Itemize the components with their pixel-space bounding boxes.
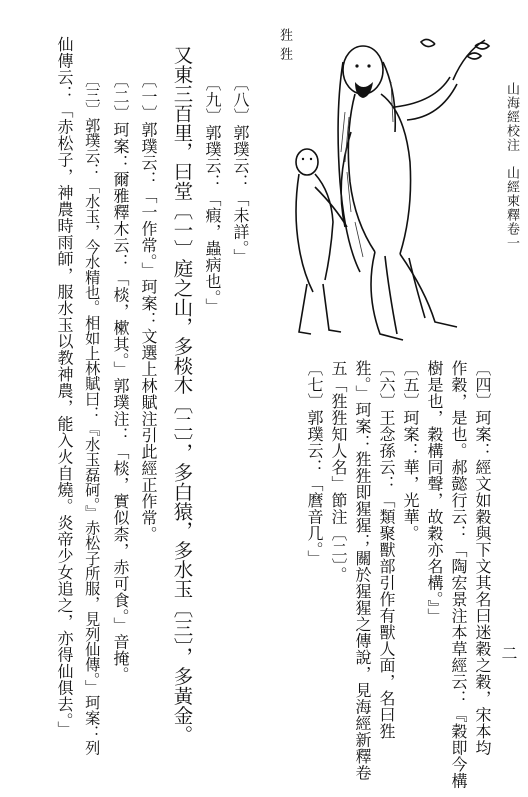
upper-note-1: 〔四〕珂案：經文如穀與下文其名曰迷穀之穀，宋本均	[473, 360, 492, 756]
upper-note-2: 作穀，是也。郝懿行云：「陶宏景注本草經云：『穀即今構	[449, 360, 468, 789]
note-3: 〔三〕郭璞云：「水玉，今水精也。相如上林賦曰：『水玉磊砢。』赤松子所服，見列仙傳。」珂案：列	[83, 72, 102, 756]
upper-note-3: 樹是也，穀構同聲，故穀亦名構。』」	[425, 360, 444, 625]
running-header: 山海經校注 山經柬釋卷一	[504, 82, 519, 250]
note-3-cont: 仙傳云：「赤松子，神農時雨師，服水玉以教神農，能入火自燒。炎帝少女追之，亦得仙俱去。」	[55, 36, 74, 738]
page-number: 二	[499, 645, 518, 661]
note-2: 〔二〕珂案：爾雅釋木云：「棪，樕其。」郭璞注：「棪，實似柰，赤可食。」音掩。	[111, 72, 130, 683]
note-9: 〔九〕郭璞云：「瘕，蟲病也。」	[203, 75, 222, 315]
upper-note-8: 〔七〕郭璞云：「麿音几。」	[305, 360, 324, 567]
note-1: 〔一〕郭璞云：「一作常。」珂案：文選上林賦注引此經正作常。	[139, 72, 158, 543]
upper-note-6: 狌。」珂案：狌狌即猩猩；關於猩猩之傳說，見海經新釋卷	[353, 360, 372, 781]
chimpanzee-figures-illustration	[285, 22, 505, 352]
main-text: 又東三百里，曰堂〔一〕庭之山，多棪木〔二〕，多白猿，多水玉〔三〕，多黃金。	[170, 45, 194, 745]
note-8: 〔八〕郭璞云：「未詳。」	[231, 75, 250, 265]
upper-note-7: 五「狌狌知人名」節注〔二〕。	[329, 360, 348, 583]
upper-note-4: 〔五〕珂案：華，光華。	[401, 360, 420, 542]
upper-note-5: 〔六〕王念孫云：「類聚獸部引作有獸人面，名曰狌	[377, 360, 396, 740]
figure-caption: 狌狌	[277, 28, 292, 66]
